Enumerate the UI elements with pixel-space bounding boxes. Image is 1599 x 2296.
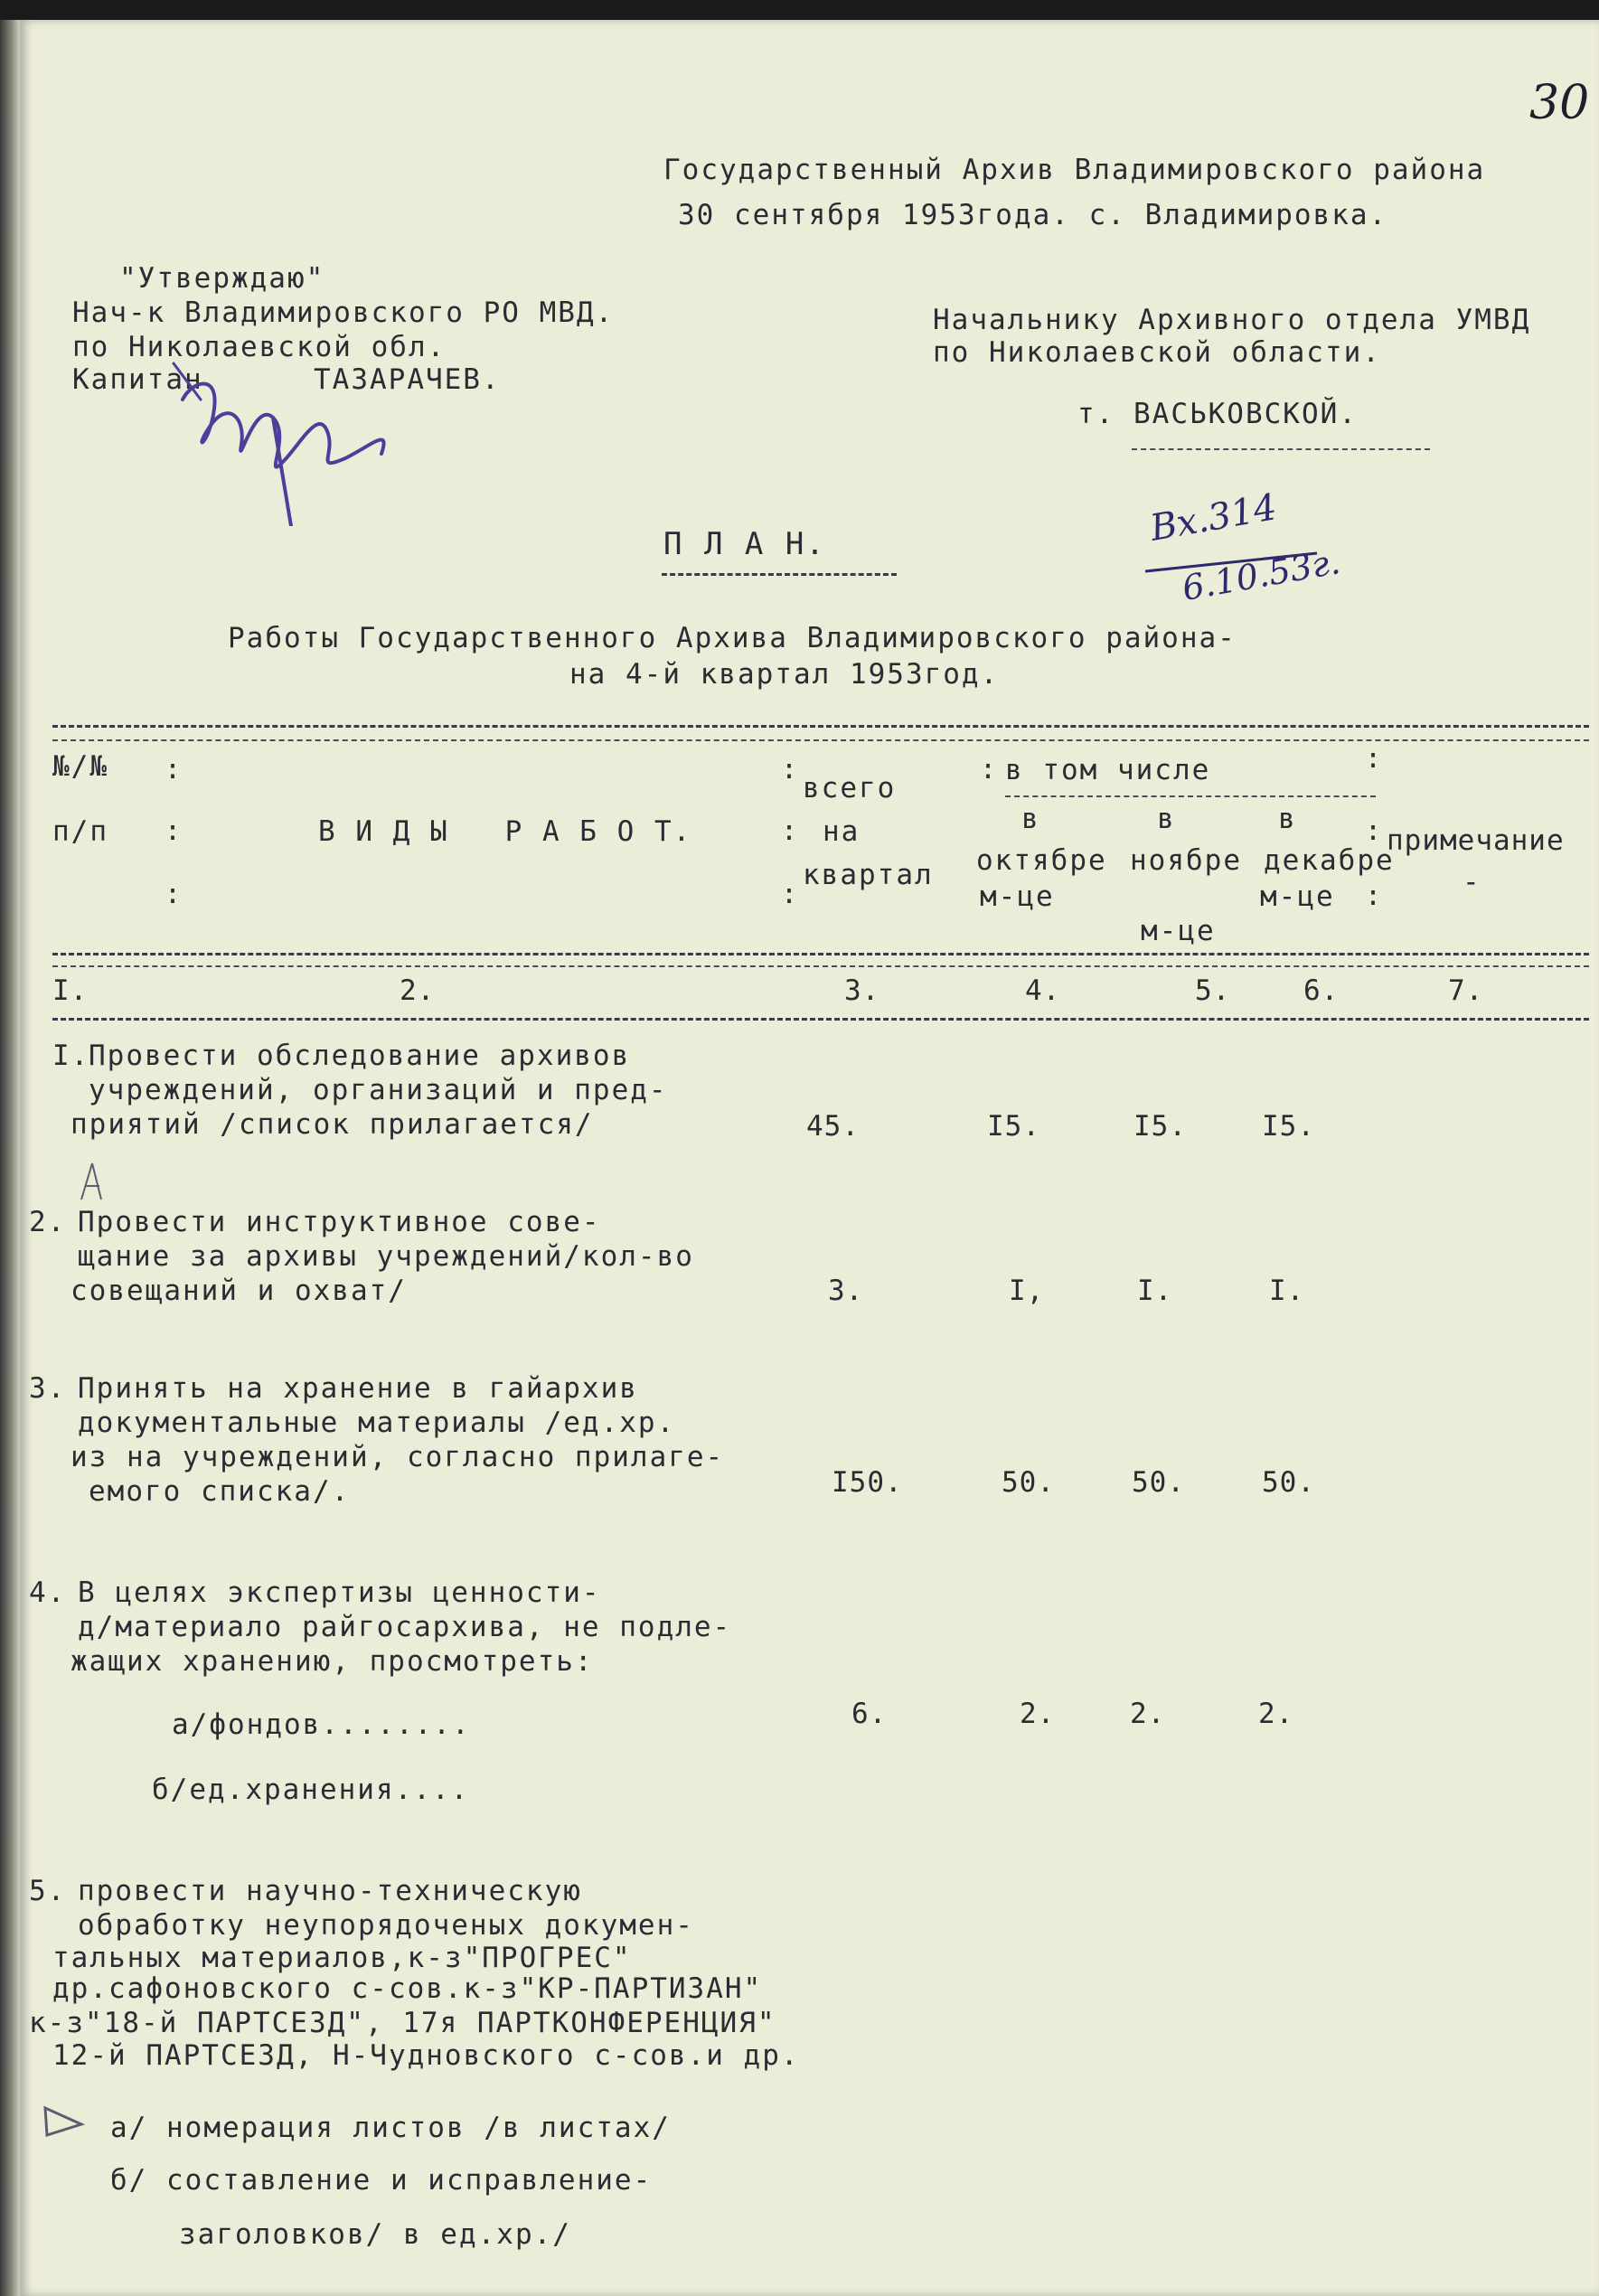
header-oct-1: в — [1021, 803, 1040, 835]
row-1-oct: I5. — [987, 1110, 1040, 1143]
approval-quote: "Утверждаю" — [119, 262, 325, 295]
header-total-2: на — [823, 815, 861, 848]
header-oct-3: м-це — [980, 880, 1055, 913]
column-number: 4. — [1025, 974, 1061, 1007]
row-2-line: Провести инструктивное сове- — [78, 1206, 601, 1238]
row-2-total: 3. — [828, 1275, 864, 1307]
row-3-total: I50. — [832, 1466, 903, 1499]
row-1-nov: I5. — [1133, 1110, 1187, 1143]
header-num-1: №/№ — [52, 750, 108, 783]
row-5-num: 5. — [29, 1875, 67, 1907]
header-dec-2: декабре — [1264, 844, 1395, 877]
column-number: 3. — [844, 974, 880, 1007]
row-3-num: 3. — [29, 1372, 67, 1405]
row-5-line: обработку неупорядоченых докумен- — [78, 1909, 694, 1942]
row-1-line: приятий /список прилагается/ — [71, 1108, 594, 1141]
header-sep: : — [165, 815, 182, 847]
row-2-dec: I. — [1269, 1275, 1305, 1307]
header-sep: : — [781, 754, 798, 786]
row-3-oct: 50. — [1002, 1466, 1055, 1499]
archive-name-line: Государственный Архив Владимировского района — [663, 154, 1486, 186]
row-4-line: В целях экспертизы ценности- — [78, 1576, 601, 1609]
addressee-underline — [1132, 448, 1430, 450]
addressee-line1: Начальнику Архивного отдела УМВД — [933, 304, 1531, 336]
row-2-line: щание за архивы учреждений/кол-во — [78, 1240, 694, 1273]
row-3-line: документальные материалы /ед.хр. — [78, 1407, 676, 1439]
row-2-oct: I, — [1009, 1275, 1045, 1307]
header-nov-3: м-це — [1141, 915, 1216, 947]
header-sep: : — [781, 879, 798, 910]
approval-line2: по Николаевской обл. — [72, 331, 447, 363]
row-5-line: провести научно-техническую — [78, 1875, 582, 1907]
approval-rank: Капитан — [72, 363, 203, 396]
row-1-dec: I5. — [1262, 1110, 1315, 1143]
row-5-line: тальных материалов,к-з"ПРОГРЕС" — [52, 1942, 632, 1974]
subtitle-line1: Работы Государственного Архива Владимировского района- — [228, 622, 1237, 654]
row-5-sub-b2: заголовков/ в ед.хр./ — [179, 2218, 571, 2251]
subtitle-line2: на 4-й квартал 1953год. — [569, 658, 1000, 691]
row-3-line: емого списка/. — [89, 1475, 351, 1508]
row-3-line: Принять на хранение в гайархив — [78, 1372, 638, 1405]
header-num-2: п/п — [52, 815, 108, 848]
header-sep: : — [781, 815, 798, 847]
table-top-rule — [52, 725, 1589, 728]
header-sep: : — [1365, 880, 1382, 912]
column-number: 7. — [1448, 974, 1484, 1007]
row-5-sub-b1: б/ составление и исправление- — [110, 2164, 653, 2197]
row-4-oct: 2. — [1020, 1698, 1056, 1730]
column-number: I. — [52, 974, 89, 1007]
header-note: примечание — [1387, 824, 1565, 857]
pencil-mark — [38, 2099, 92, 2144]
row-4-sub-a: а/фондов........ — [172, 1708, 471, 1741]
header-sep: : — [1365, 743, 1382, 775]
header-work-types: В И Д Ы Р А Б О Т. — [318, 815, 692, 848]
header-sep: : — [1365, 815, 1382, 847]
row-1-total: 45. — [806, 1110, 860, 1143]
plan-title-underline — [662, 573, 897, 576]
row-5-sub-a: а/ номерация листов /в листах/ — [110, 2112, 671, 2144]
header-sep: : — [165, 754, 182, 786]
header-dec-3: м-це — [1260, 880, 1335, 913]
header-sep: : — [165, 879, 182, 910]
document-sheet — [20, 20, 1599, 2296]
pencil-mark — [74, 1159, 110, 1213]
approval-name: ТАЗАРАЧЕВ. — [314, 363, 501, 396]
addressee-line3: т. ВАСЬКОВСКОЙ. — [1077, 398, 1358, 430]
column-number: 2. — [400, 974, 436, 1007]
plan-title: П Л А Н. — [663, 526, 826, 562]
row-1-num: I. — [52, 1040, 90, 1072]
header-dec-1: в — [1278, 803, 1297, 835]
row-4-line: жащих хранению, просмотреть: — [71, 1645, 594, 1678]
row-3-nov: 50. — [1132, 1466, 1185, 1499]
approval-line1: Нач-к Владимировского РО МВД. — [72, 296, 615, 329]
date-place-line: 30 сентября 1953года. с. Владимировка. — [678, 199, 1388, 231]
page-number: 30 — [1529, 76, 1590, 130]
header-incl-rule — [1005, 795, 1376, 797]
row-3-line: из на учреждений, согласно прилаге- — [71, 1441, 725, 1473]
row-4-total: 6. — [851, 1698, 888, 1730]
row-4-nov: 2. — [1130, 1698, 1166, 1730]
row-4-sub-b: б/ед.хранения.... — [152, 1774, 470, 1806]
column-number: 5. — [1195, 974, 1231, 1007]
row-4-line: д/материало райгосархива, не подле- — [78, 1611, 732, 1643]
row-4-num: 4. — [29, 1576, 67, 1609]
header-nov-2: ноябре — [1130, 844, 1242, 877]
column-number: 6. — [1303, 974, 1340, 1007]
row-3-dec: 50. — [1262, 1466, 1315, 1499]
row-2-line: совещаний и охват/ — [71, 1275, 407, 1307]
row-2-nov: I. — [1137, 1275, 1173, 1307]
row-5-line: др.сафоновского с-сов.к-з"КР-ПАРТИЗАН" — [52, 1972, 763, 2005]
addressee-line2: по Николаевской области. — [933, 336, 1381, 369]
header-total-1: всего — [803, 772, 897, 805]
header-oct-2: октябре — [976, 844, 1107, 877]
row-5-line: к-з"18-й ПАРТСЕЗД", 17я ПАРТКОНФЕРЕНЦИЯ" — [29, 2007, 776, 2039]
header-note-dash: - — [1463, 866, 1481, 899]
row-1-line: учреждений, организаций и пред- — [89, 1074, 668, 1106]
header-bottom-rule — [52, 953, 1589, 955]
header-nov-1: в — [1157, 803, 1176, 835]
column-number-rule — [52, 1018, 1589, 1021]
header-bottom-rule-2 — [52, 965, 1589, 967]
registration-date: 6.10.53г. — [1179, 541, 1343, 608]
header-incl: в том числе — [1005, 754, 1211, 786]
registration-number: Вх.314 — [1147, 486, 1280, 550]
row-2-num: 2. — [29, 1206, 67, 1238]
header-sep: : — [980, 754, 997, 786]
header-total-3: квартал — [803, 859, 934, 891]
page-edge-shadow — [0, 20, 20, 2296]
signature — [165, 345, 436, 526]
row-1-line: Провести обследование архивов — [89, 1040, 631, 1072]
table-top-rule-2 — [52, 739, 1589, 741]
row-4-dec: 2. — [1258, 1698, 1294, 1730]
row-5-line: 12-й ПАРТСЕЗД, Н-Чудновского с-сов.и др. — [52, 2039, 800, 2072]
